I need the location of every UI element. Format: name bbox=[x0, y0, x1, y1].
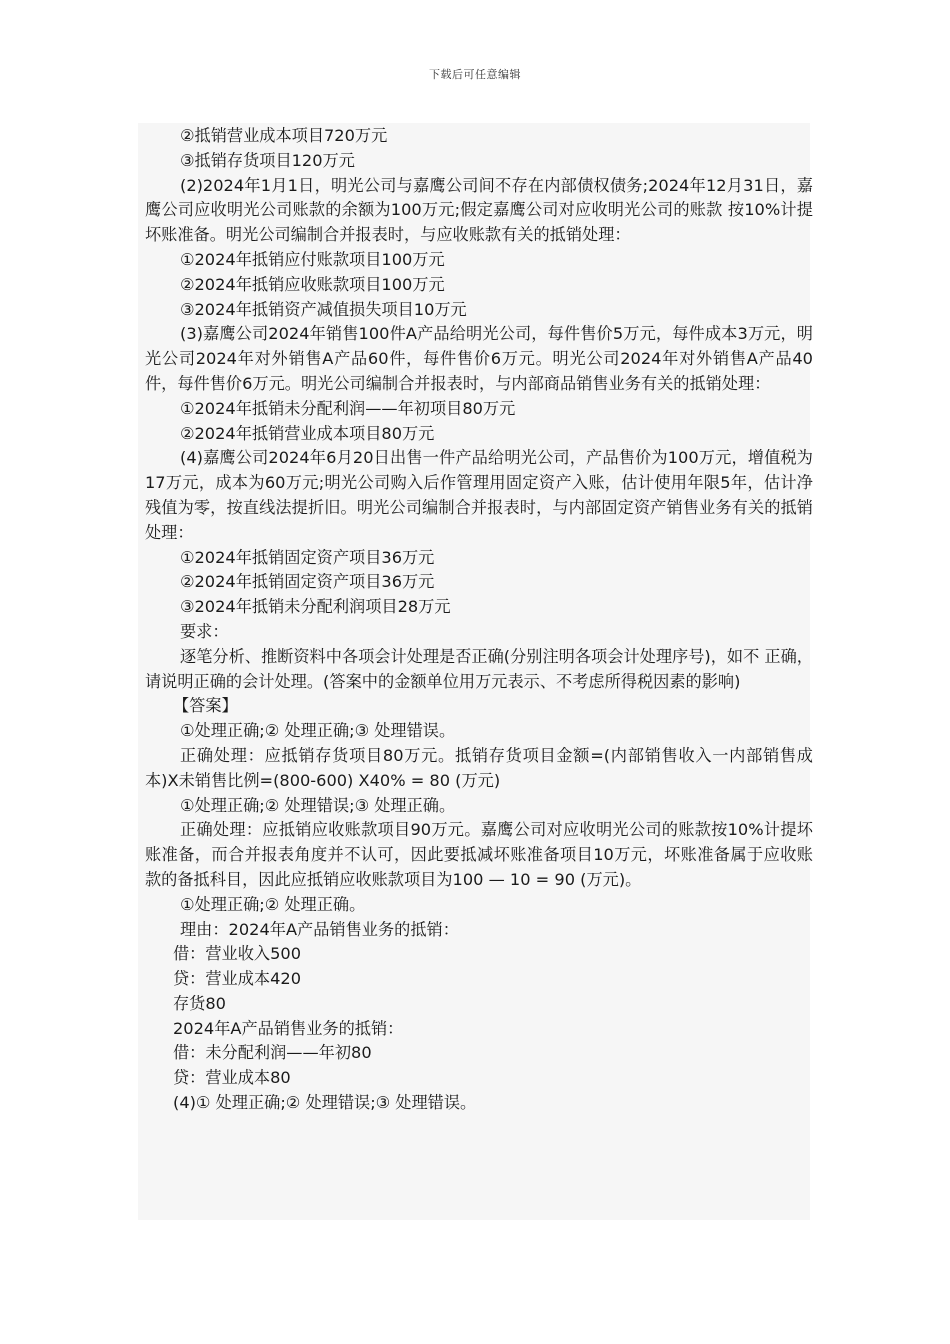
paragraph: ①2024年抵销未分配利润——年初项目80万元 bbox=[180, 398, 516, 418]
paragraph: 正确处理：应抵销存货项目80万元。抵销存货项目金额=(内部销售收入一内部销售成本)X未销售比例=(800-600) X40% = 80 (万元) bbox=[145, 745, 813, 790]
paragraph: (4)嘉鹰公司2024年6月20日出售一件产品给明光公司，产品售价为100万元，增值税为17万元，成本为60万元;明光公司购入后作管理用固定资产入账，估计使用年限5年，估计净残值为零，按直线法提折旧。明光公司编制合并报表时，与内部固定资产销售业务有关的抵销处理： bbox=[145, 448, 813, 542]
paragraph: ①2024年抵销应付账款项目100万元 bbox=[180, 249, 445, 269]
paragraph: (4)① 处理正确;② 处理错误;③ 处理错误。 bbox=[173, 1093, 477, 1113]
paragraph: 逐笔分析、推断资料中各项会计处理是否正确(分别注明各项会计处理序号)，如不 正确，请说明正确的会计处理。(答案中的金额单位用万元表示、不考虑所得税因素的影响) bbox=[145, 646, 813, 691]
page-header-note: 下载后可任意编辑 bbox=[429, 68, 521, 81]
paragraph: ①处理正确;② 处理正确;③ 处理错误。 bbox=[180, 721, 456, 741]
paragraph: ②2024年抵销营业成本项目80万元 bbox=[180, 423, 435, 443]
paragraph: ③2024年抵销未分配利润项目28万元 bbox=[180, 597, 451, 617]
paragraph: 借：营业收入500 bbox=[173, 944, 302, 964]
paragraph: 贷：营业成本80 bbox=[173, 1068, 291, 1088]
paragraph: (3)嘉鹰公司2024年销售100件A产品给明光公司，每件售价5万元，每件成本3万元，明光公司2024年对外销售A产品60件，每件售价6万元。明光公司2024年对外销售A产品40件，每件售价6万元。明光公司编制合并报表时，与内部商品销售业务有关的抵销处理： bbox=[145, 324, 813, 393]
paragraph: ①处理正确;② 处理正确。 bbox=[180, 894, 366, 914]
paragraph: 存货80 bbox=[173, 993, 226, 1013]
paragraph: ①2024年抵销固定资产项目36万元 bbox=[180, 547, 435, 567]
paragraph: ②抵销营业成本项目720万元 bbox=[180, 126, 388, 145]
paragraph: 借：未分配利润——年初80 bbox=[173, 1043, 372, 1063]
paragraph: 贷：营业成本420 bbox=[173, 969, 302, 989]
paragraph: (2)2024年1月1日，明光公司与嘉鹰公司间不存在内部债权债务;2024年12月31日，嘉鹰公司应收明光公司账款的余额为100万元;假定嘉鹰公司对应收明光公司的账款 按10%计提坏账准备。明光公司编制合并报表时，与应收账款有关的抵销处理： bbox=[145, 175, 813, 245]
paragraph: ③2024年抵销资产减值损失项目10万元 bbox=[180, 299, 467, 319]
paragraph: ①处理正确;② 处理错误;③ 处理正确。 bbox=[180, 795, 456, 815]
paragraph: 2024年A产品销售业务的抵销： bbox=[173, 1018, 404, 1038]
paragraph: ③抵销存货项目120万元 bbox=[180, 150, 355, 170]
paragraph: ②2024年抵销应收账款项目100万元 bbox=[180, 274, 445, 294]
paragraph: 理由：2024年A产品销售业务的抵销： bbox=[180, 919, 459, 939]
paragraph: 正确处理：应抵销应收账款项目90万元。嘉鹰公司对应收明光公司的账款按10%计提坏账准备，而合并报表角度并不认可，因此要抵减坏账准备项目10万元，坏账准备属于应收账款的备抵科目，因此应抵销应收账款项目为100 — 10 = 90 (万元)。 bbox=[145, 820, 813, 889]
document-body bbox=[145, 124, 813, 1116]
paragraph: 要求： bbox=[180, 621, 229, 641]
paragraph: ②2024年抵销固定资产项目36万元 bbox=[180, 572, 435, 592]
paragraph: 【答案】 bbox=[173, 696, 238, 716]
